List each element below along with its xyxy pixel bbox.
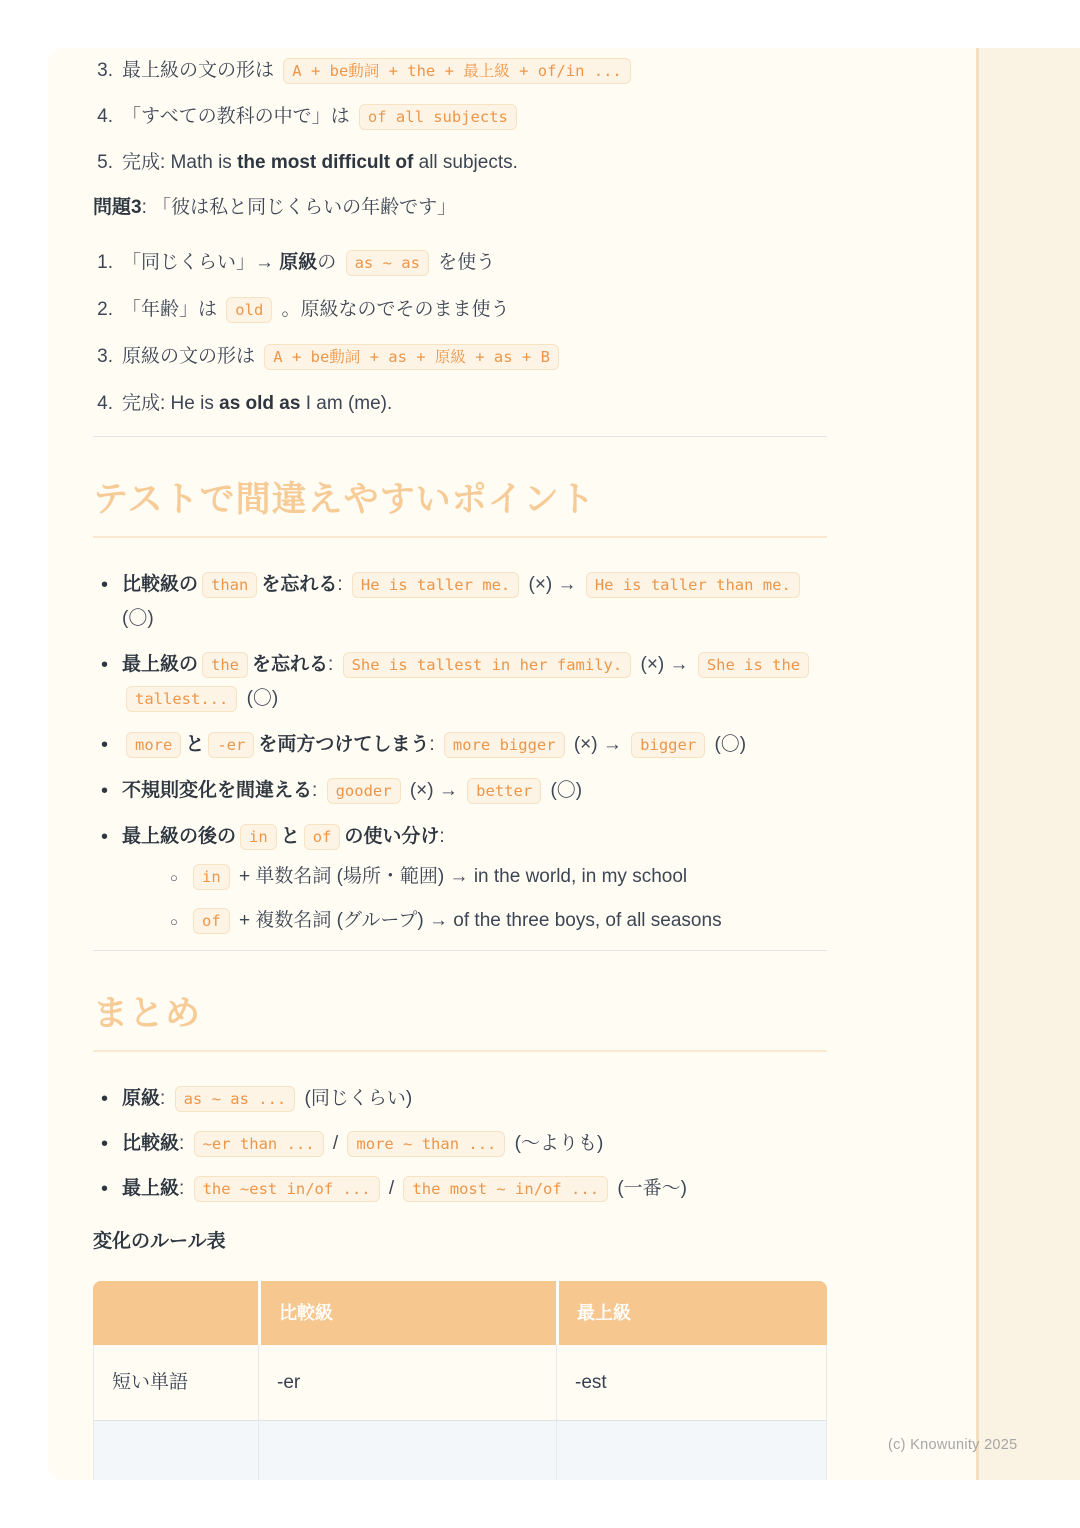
text-run: : bbox=[179, 1133, 190, 1154]
text-run: I am (me). bbox=[300, 393, 393, 414]
list-marker: 3. bbox=[97, 60, 113, 81]
circle-bullet-icon: ○ bbox=[170, 870, 178, 885]
list-item-text bbox=[122, 106, 521, 127]
inline-code: the ~est in/of ... bbox=[194, 1176, 380, 1202]
text-run: all subjects. bbox=[413, 152, 518, 173]
inline-code: in bbox=[193, 864, 230, 890]
list-item-text bbox=[189, 866, 687, 887]
table-header-row bbox=[93, 1281, 827, 1345]
inline-code: She is the tallest... bbox=[126, 652, 809, 712]
inline-code: bigger bbox=[631, 732, 705, 758]
list-marker: 4. bbox=[97, 393, 113, 414]
bold-text: as old as bbox=[219, 393, 301, 414]
rules-table bbox=[93, 1281, 827, 1480]
list-item-text bbox=[122, 152, 518, 173]
list-item bbox=[93, 57, 827, 85]
list-item bbox=[93, 774, 827, 808]
text-run: : bbox=[160, 1088, 171, 1109]
text-run: 「年齢」は bbox=[122, 299, 223, 320]
section-heading-summary: まとめ bbox=[93, 995, 827, 1052]
list-item bbox=[160, 862, 827, 892]
bold-text: と bbox=[280, 826, 300, 847]
inline-code: more bigger bbox=[444, 732, 565, 758]
text-run: (〜よりも) bbox=[509, 1133, 604, 1154]
list-item bbox=[93, 1172, 827, 1206]
list-item-text bbox=[122, 252, 495, 273]
inline-code: He is taller than me. bbox=[586, 572, 800, 598]
bold-text: 最上級の後の bbox=[122, 826, 237, 847]
bold-text: 原級 bbox=[279, 252, 318, 273]
table-cell: -er bbox=[258, 1345, 556, 1421]
bullet-icon: • bbox=[101, 654, 109, 676]
bullet-icon: • bbox=[101, 1178, 109, 1200]
bold-text: の使い分け bbox=[344, 826, 440, 847]
rules-table-title: 変化のルール表 bbox=[93, 1231, 226, 1252]
list-item bbox=[93, 1127, 827, 1161]
bold-text: を忘れる bbox=[252, 654, 329, 675]
superlative-steps-list bbox=[93, 57, 827, 176]
list-item-text bbox=[122, 654, 813, 709]
text-run: (×) → bbox=[404, 780, 464, 801]
text-run: : bbox=[429, 734, 440, 755]
text-run: : bbox=[179, 1178, 190, 1199]
list-item bbox=[93, 296, 827, 324]
divider bbox=[93, 436, 827, 437]
bold-text: 最上級の bbox=[122, 654, 199, 675]
table-row bbox=[93, 1421, 827, 1480]
inline-code: -er bbox=[208, 732, 254, 758]
list-item bbox=[93, 1082, 827, 1116]
list-marker: 1. bbox=[97, 252, 113, 273]
list-marker: 5. bbox=[97, 152, 113, 173]
bold-text: を両方つけてしまう bbox=[258, 734, 430, 755]
text-run: : bbox=[337, 574, 348, 595]
text-run: の bbox=[317, 252, 342, 273]
table-header-comparative: 比較級 bbox=[258, 1281, 556, 1345]
text-run: + 複数名詞 (グループ) → of the three boys, of all seasons bbox=[233, 910, 722, 931]
list-item bbox=[93, 568, 827, 636]
in-of-sublist bbox=[122, 862, 827, 936]
text-run: + 単数名詞 (場所・範囲) → in the world, in my school bbox=[233, 866, 688, 887]
text-run: : bbox=[439, 826, 445, 847]
bullet-icon: • bbox=[101, 574, 109, 596]
list-item bbox=[93, 390, 827, 417]
inline-code: of bbox=[304, 824, 341, 850]
text-run: (同じくらい) bbox=[299, 1088, 413, 1109]
bullet-icon: • bbox=[101, 1088, 109, 1110]
list-item bbox=[160, 906, 827, 936]
list-item-text bbox=[189, 910, 722, 931]
watermark: (c) Knowunity 2025 bbox=[888, 1437, 1018, 1453]
text-run: (〇) bbox=[545, 780, 583, 801]
list-item-text bbox=[122, 1178, 687, 1199]
bullet-icon: • bbox=[101, 826, 109, 848]
bold-text: the most difficult of bbox=[237, 152, 414, 173]
table-cell bbox=[556, 1421, 827, 1480]
inline-code: of all subjects bbox=[359, 104, 517, 130]
text-run: (×) → bbox=[635, 654, 694, 675]
list-item-text bbox=[122, 734, 746, 755]
list-item-text bbox=[122, 393, 392, 414]
text-run: 原級の文の形は bbox=[122, 346, 261, 367]
problem3-steps-list bbox=[93, 249, 827, 417]
inline-code: She is tallest in her family. bbox=[343, 652, 632, 678]
mistakes-list bbox=[93, 568, 827, 936]
document-page bbox=[48, 48, 1080, 1480]
table-header-empty bbox=[93, 1281, 258, 1345]
inline-code: the bbox=[202, 652, 248, 678]
inline-code: more ~ than ... bbox=[347, 1131, 505, 1157]
text-run: 完成: Math is bbox=[122, 152, 238, 173]
inline-code: as ~ as bbox=[346, 250, 429, 276]
list-item bbox=[93, 249, 827, 277]
list-item bbox=[93, 820, 827, 936]
circle-bullet-icon: ○ bbox=[170, 914, 178, 929]
text-run: (〇) bbox=[122, 608, 154, 629]
list-item bbox=[93, 648, 827, 716]
problem3-title bbox=[93, 194, 827, 221]
page-margin-strip bbox=[976, 48, 1080, 1480]
text-run: (〇) bbox=[241, 688, 279, 709]
inline-code: more bbox=[126, 732, 181, 758]
text-run: / bbox=[327, 1133, 344, 1154]
bold-text: 比較級の bbox=[122, 574, 199, 595]
text-run: (×) → bbox=[568, 734, 628, 755]
text-run: 最上級の文の形は bbox=[122, 60, 280, 81]
inline-code: He is taller me. bbox=[352, 572, 519, 598]
inline-code: as ~ as ... bbox=[175, 1086, 296, 1112]
section-heading-mistakes: テストで間違えやすいポイント bbox=[93, 481, 827, 538]
list-item-text bbox=[122, 60, 635, 81]
list-item-text bbox=[122, 1133, 603, 1154]
text-run: 「同じくらい」→ bbox=[122, 252, 280, 273]
bold-text: 問題3 bbox=[93, 197, 142, 218]
list-item bbox=[93, 728, 827, 762]
inline-code: than bbox=[202, 572, 257, 598]
list-marker: 4. bbox=[97, 106, 113, 127]
table-row bbox=[93, 1345, 827, 1421]
text-run: : bbox=[312, 780, 323, 801]
text-run: / bbox=[383, 1178, 400, 1199]
table-cell: -est bbox=[556, 1345, 827, 1421]
text-run: 。原級なのでそのまま使う bbox=[276, 299, 510, 320]
inline-code: better bbox=[467, 778, 541, 804]
text-run: : bbox=[328, 654, 339, 675]
text-run: を使う bbox=[432, 252, 496, 273]
inline-code: old bbox=[226, 297, 272, 323]
list-item-text bbox=[122, 780, 582, 801]
text-run: (×) → bbox=[523, 574, 582, 595]
bold-text: を忘れる bbox=[261, 574, 338, 595]
list-item-text bbox=[122, 1088, 412, 1109]
table-header-superlative: 最上級 bbox=[556, 1281, 827, 1345]
text-run: : 「彼は私と同じくらいの年齢です」 bbox=[141, 197, 457, 218]
inline-code: the most ~ in/of ... bbox=[403, 1176, 608, 1202]
inline-code: A + be動詞 + the + 最上級 + of/in ... bbox=[283, 58, 630, 84]
bold-text: 原級 bbox=[122, 1088, 161, 1109]
bullet-icon: • bbox=[101, 734, 109, 756]
inline-code: in bbox=[240, 824, 277, 850]
list-item-text bbox=[122, 346, 563, 367]
bold-text: 不規則変化を間違える bbox=[122, 780, 313, 801]
list-marker: 3. bbox=[97, 346, 113, 367]
summary-list bbox=[93, 1082, 827, 1206]
text-run: (〇) bbox=[709, 734, 747, 755]
text-run: 「すべての教科の中で」は bbox=[122, 106, 355, 127]
list-item-text bbox=[122, 299, 510, 320]
table-cell bbox=[93, 1421, 258, 1480]
inline-code: ~er than ... bbox=[194, 1131, 324, 1157]
bullet-icon: • bbox=[101, 1133, 109, 1155]
inline-code: of bbox=[193, 908, 230, 934]
list-marker: 2. bbox=[97, 299, 113, 320]
table-cell bbox=[258, 1421, 556, 1480]
list-item-text bbox=[122, 826, 445, 847]
bullet-icon: • bbox=[101, 780, 109, 802]
list-item bbox=[93, 103, 827, 131]
inline-code: gooder bbox=[327, 778, 401, 804]
text-run: (一番〜) bbox=[612, 1178, 687, 1199]
table-cell: 短い単語 bbox=[93, 1345, 258, 1421]
document-content bbox=[93, 48, 827, 1480]
text-run: 完成: He is bbox=[122, 393, 220, 414]
list-item-text bbox=[122, 574, 804, 629]
bold-text: 比較級 bbox=[122, 1133, 180, 1154]
list-item bbox=[93, 149, 827, 176]
divider bbox=[93, 950, 827, 951]
bold-text: 最上級 bbox=[122, 1178, 180, 1199]
inline-code: A + be動詞 + as + 原級 + as + B bbox=[264, 344, 559, 370]
bold-text: と bbox=[185, 734, 205, 755]
list-item bbox=[93, 343, 827, 371]
